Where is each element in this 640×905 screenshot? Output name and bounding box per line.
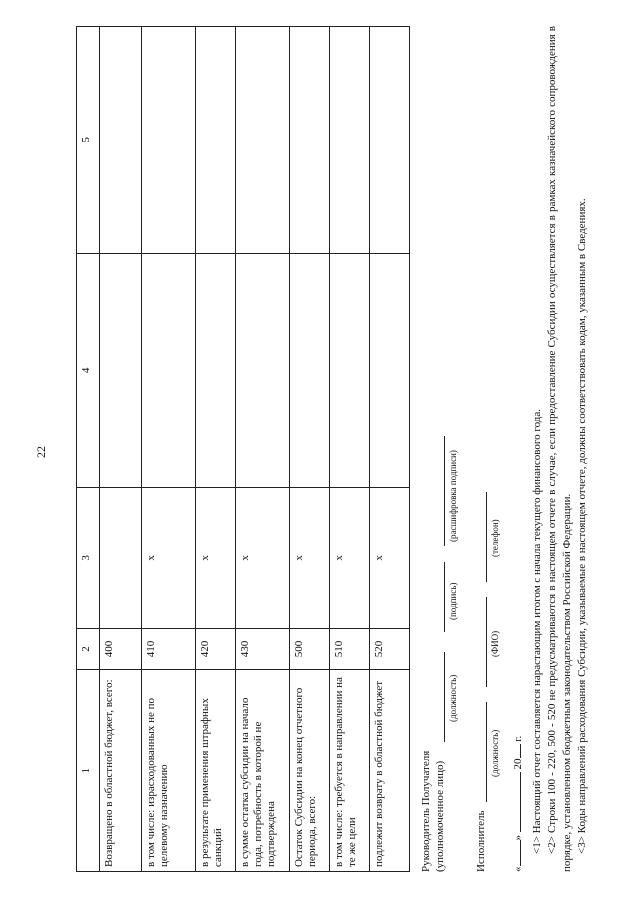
head-caption-position: (должность) xyxy=(448,674,458,722)
column-header: 2 xyxy=(77,628,100,670)
date-year-blank xyxy=(510,745,521,759)
footnote-1: <1> Настоящий отчет составляется нарастающим итогом с начала текущего финансового года. xyxy=(531,408,543,854)
row-code: 520 xyxy=(370,628,410,670)
date-day-blank xyxy=(510,841,521,867)
footnotes xyxy=(530,26,590,872)
date-year-prefix: 20 xyxy=(512,758,524,770)
executor-caption-name: (ФИО) xyxy=(490,630,500,657)
date-month-blank xyxy=(510,772,521,832)
row-code: 500 xyxy=(290,628,330,670)
row-code: 430 xyxy=(236,628,290,670)
table-row xyxy=(370,27,410,872)
row-label: в сумме остатка субсидии на начало года, потребность в которой не подтверждена xyxy=(236,670,290,872)
table-row xyxy=(236,27,290,872)
executor-position-line xyxy=(486,702,487,802)
table-row xyxy=(100,27,142,872)
row-col5 xyxy=(330,27,370,254)
row-col3 xyxy=(100,488,142,629)
executor-caption-position: (должность) xyxy=(490,729,500,777)
row-col4 xyxy=(142,253,196,487)
table-row xyxy=(142,27,196,872)
table-header-row xyxy=(77,27,100,872)
row-col4 xyxy=(290,253,330,487)
row-col4 xyxy=(370,253,410,487)
head-caption-decoding: (расшифровка подписи) xyxy=(448,450,458,542)
row-col5 xyxy=(236,27,290,254)
row-code: 510 xyxy=(330,628,370,670)
head-position-line xyxy=(444,652,445,742)
head-signature-line xyxy=(444,562,445,632)
row-col3: x xyxy=(330,488,370,629)
row-code: 400 xyxy=(100,628,142,670)
column-header: 5 xyxy=(77,27,100,254)
row-label: в результате применения штрафных санкций xyxy=(196,670,236,872)
head-label-1: Руководитель Получателя xyxy=(420,750,432,872)
executor-caption-phone: (телефон) xyxy=(490,519,500,557)
report-table xyxy=(76,26,410,872)
row-col4 xyxy=(196,253,236,487)
row-code: 420 xyxy=(196,628,236,670)
table-row xyxy=(330,27,370,872)
footnote-3: <3> Коды направлений расходования Субсидии, указываемые в настоящем отчете, должны соответствовать кодам, указанным в Сведениях. xyxy=(576,198,588,854)
column-header: 4 xyxy=(77,253,100,487)
row-label: в том числе: требуется в направлении на те же цели xyxy=(330,670,370,872)
date-close-quote: » xyxy=(512,835,524,841)
row-label: подлежит возврату в областной бюджет xyxy=(370,670,410,872)
row-col4 xyxy=(330,253,370,487)
row-col4 xyxy=(236,253,290,487)
row-code: 410 xyxy=(142,628,196,670)
row-col5 xyxy=(142,27,196,254)
row-col5 xyxy=(290,27,330,254)
row-label: Возвращено в областной бюджет, всего: xyxy=(100,670,142,872)
row-label: в том числе: израсходованных не по целевому назначению xyxy=(142,670,196,872)
column-header: 3 xyxy=(77,488,100,629)
date-suffix: г. xyxy=(512,735,524,742)
row-col5 xyxy=(370,27,410,254)
executor-label: Исполнитель xyxy=(475,810,487,872)
executor-phone-line xyxy=(486,492,487,582)
executor-name-line xyxy=(486,597,487,687)
column-header: 1 xyxy=(77,670,100,872)
row-label: Остаток Субсидии на конец отчетного периода, всего: xyxy=(290,670,330,872)
row-col3: x xyxy=(370,488,410,629)
head-label-2: (уполномоченное лицо) xyxy=(434,760,446,872)
row-col4 xyxy=(100,253,142,487)
table-row xyxy=(196,27,236,872)
head-decoding-line xyxy=(444,436,445,546)
head-caption-signature: (подпись) xyxy=(448,582,458,620)
table-row xyxy=(290,27,330,872)
row-col5 xyxy=(196,27,236,254)
rotated-page xyxy=(20,12,620,892)
row-col3: x xyxy=(196,488,236,629)
footnote-2: <2> Строки 100 - 220, 500 - 520 не предусматриваются в настоящем отчете в случае, если предоставление Субсидии осуществляется в рамках казначейского сопровождения в порядке, установленном бюджетным законодательством Российской Федерации. xyxy=(546,26,573,872)
row-col3: x xyxy=(236,488,290,629)
date-open-quote: « xyxy=(512,866,524,872)
page-number: 22 xyxy=(34,446,48,458)
row-col3: x xyxy=(142,488,196,629)
date-line xyxy=(510,736,524,872)
row-col3: x xyxy=(290,488,330,629)
row-col5 xyxy=(100,27,142,254)
